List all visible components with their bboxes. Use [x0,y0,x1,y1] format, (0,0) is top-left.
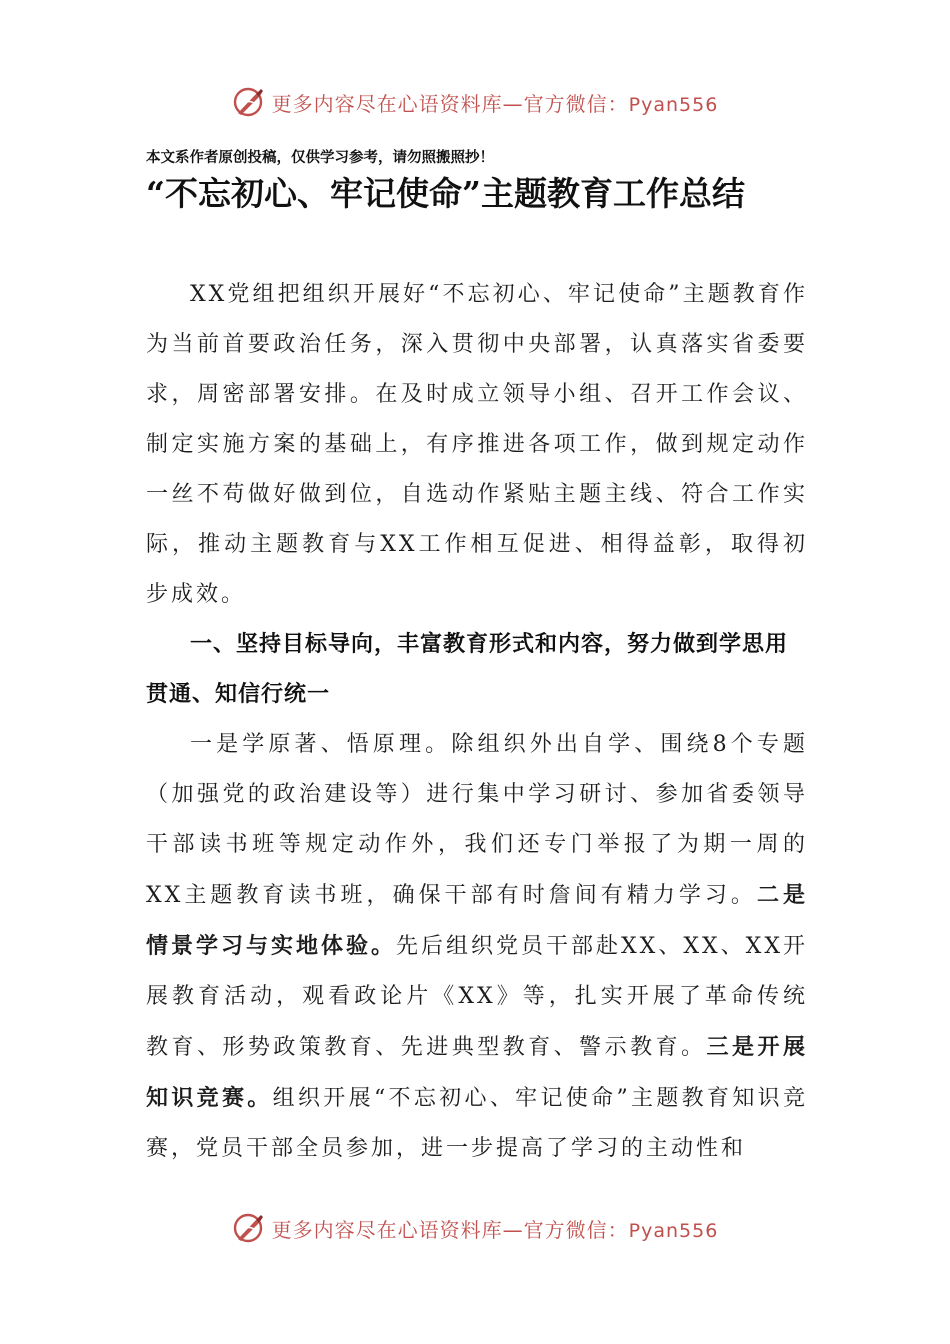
section-heading: 一、坚持目标导向，丰富教育形式和内容，努力做到学思用贯通、知信行统一 [146,632,789,707]
document-body [146,270,808,1174]
page-title: “不忘初心、牢记使命”主题教育工作总结 [146,174,745,213]
lead-phrase-2: 二是情景学习与实地体验。 [146,882,808,959]
copyright-notice: 本文系作者原创投稿，仅供学习参考，请勿照搬照抄！ [146,149,494,166]
header-banner [0,80,950,124]
pen-logo-icon [232,85,266,119]
banner-text: 更多内容尽在心语资料库—官方微信：Pyan556 [271,1217,719,1242]
section-paragraph [146,720,808,1174]
lead-phrase-3: 三是开展知识竞赛。 [146,1034,808,1111]
pen-logo-icon [232,1211,266,1245]
lead-phrase-1: 一是学原著、悟原理。 [190,732,452,757]
intro-paragraph: XX党组把组织开展好“不忘初心、牢记使命”主题教育作为当前首要政治任务，深入贯彻中央部署，认真落实省委要求，周密部署安排。在及时成立领导小组、召开工作会议、制定实施方案的基础上，有序推进各项工作，做到规定动作一丝不苟做好做到位，自选动作紧贴主题主线、符合工作实际，推动主题教育与XX工作相互促进、相得益彰，取得初步成效。 [146,282,808,607]
banner-text: 更多内容尽在心语资料库—官方微信：Pyan556 [271,91,719,116]
footer-banner [0,1206,950,1250]
paragraph-text-3: 组织开展“不忘初心、牢记使命”主题教育知识竞赛，党员干部全员参加，进一步提高了学习的主动性和 [146,1086,808,1161]
paragraph-text-2: 先后组织党员干部赴XX、XX、XX开展教育活动，观看政论片《XX》等，扎实开展了革命传统教育、形势政策教育、先进典型教育、警示教育。 [146,934,808,1060]
paragraph-text-1: 除组织外出自学、围绕8个专题（加强党的政治建设等）进行集中学习研讨、参加省委领导干部读书班等规定动作外，我们还专门举报了为期一周的XX主题教育读书班，确保干部有时詹间有精力学习。 [146,732,808,908]
